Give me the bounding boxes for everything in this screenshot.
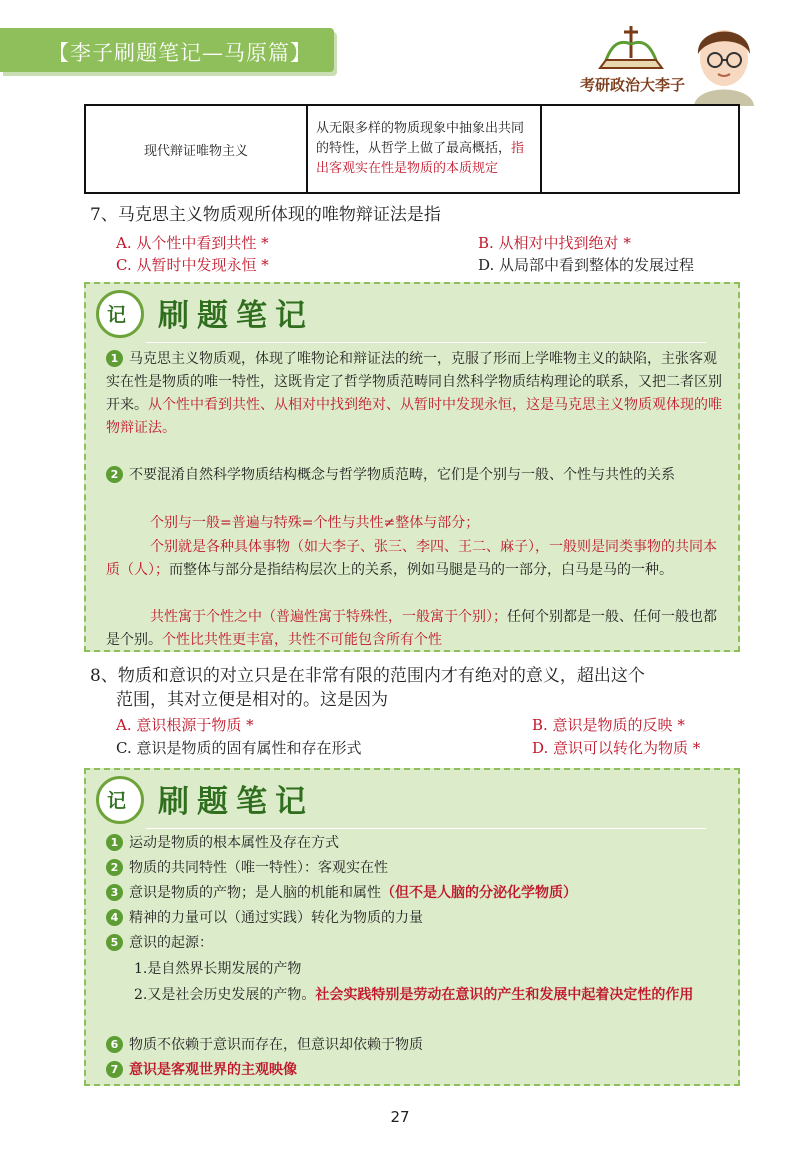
title-banner: [0, 28, 334, 72]
logo-text: 考研政治大李子: [580, 76, 686, 94]
note2-item-2: 2 物质的共同特性（唯一特性）：客观实在性: [106, 857, 726, 880]
banner-title: 【李子刷题笔记—马原篇】: [48, 41, 312, 65]
q8-option-c: C. 意识是物质的固有属性和存在形式: [116, 739, 362, 757]
table-cell-description: 从无限多样的物质现象中抽象出共同的特性，从哲学上做了最高概括，指出客观实在性是物质的本质规定: [307, 105, 541, 193]
q7-option-d: D. 从局部中看到整体的发展过程: [478, 256, 695, 274]
note-title: 刷题笔记: [158, 298, 314, 334]
q8-option-a: A. 意识根源于物质 *: [116, 716, 254, 734]
note2-item-4: 4 精神的力量可以（通过实践）转化为物质的力量: [106, 907, 726, 930]
note2-item-5-sub1: 1.是自然界长期发展的产物: [134, 961, 302, 977]
note-badge-icon: 记: [96, 776, 144, 824]
q8-option-b: B. 意识是物质的反映 *: [532, 716, 685, 734]
table-cell-empty: [541, 105, 739, 193]
note2-item-6: 6 物质不依赖于意识而存在，但意识却依赖于物质: [106, 1034, 726, 1057]
table-cell-name: 现代辩证唯物主义: [85, 105, 307, 193]
question-8-stem-line1: 8、物质和意识的对立只是在非常有限的范围内才有绝对的意义，超出这个: [90, 666, 645, 686]
note1-item-2: 2 不要混淆自然科学物质结构概念与哲学物质范畴，它们是个别与一般、个性与共性的关系: [106, 464, 726, 487]
note2-item-3: 3 意识是物质的产物；是人脑的机能和属性（但不是人脑的分泌化学物质）: [106, 882, 726, 905]
note-badge-icon: 记: [96, 290, 144, 338]
note2-item-5: 5 意识的起源：: [106, 932, 726, 955]
divider: [146, 342, 706, 343]
note-box-1: [84, 282, 740, 652]
question-8-stem-line2: 范围，其对立便是相对的。这是因为: [116, 690, 388, 710]
note2-item-1: 1 运动是物质的根本属性及存在方式: [106, 832, 726, 855]
q7-option-b: B. 从相对中找到绝对 *: [478, 234, 631, 252]
q7-option-a: A. 从个性中看到共性 *: [116, 234, 269, 252]
material-view-table: [84, 104, 740, 194]
note1-item-2-detail: 个别就是各种具体事物（如大李子、张三、李四、王二、麻子），一般则是同类事物的共同本质（人）；而整体与部分是指结构层次上的关系，例如马腿是马的一部分，白马是马的一种。: [106, 539, 717, 578]
avatar: [678, 14, 770, 106]
note-title: 刷题笔记: [158, 784, 314, 820]
q7-option-c: C. 从暂时中发现永恒 *: [116, 256, 269, 274]
divider: [146, 828, 706, 829]
q8-option-d: D. 意识可以转化为物质 *: [532, 739, 701, 757]
note1-item-2-formula: 个别与一般=普遍与特殊=个性与共性≠整体与部分；: [150, 515, 480, 531]
note2-item-7: 7 意识是客观世界的主观映像: [106, 1059, 726, 1082]
note2-item-5-sub2: 2.又是社会历史发展的产物。社会实践特别是劳动在意识的产生和发展中起着决定性的作用: [134, 987, 694, 1003]
page-number: 27: [390, 1108, 410, 1126]
question-7-stem: 7、马克思主义物质观所体现的唯物辩证法是指: [90, 205, 441, 225]
note1-item-2-commonality: 共性寓于个性之中（普遍性寓于特殊性，一般寓于个别）；任何个别都是一般、任何一般也都是个别。个性比共性更丰富，共性不可能包含所有个性: [106, 609, 717, 648]
note-box-2: [84, 768, 740, 1086]
note1-item-1: 1 马克思主义物质观，体现了唯物论和辩证法的统一，克服了形而上学唯物主义的缺陷，主张客观实在性是物质的唯一特性，这既肯定了哲学物质范畴同自然科学物质结构理论的联系，又把二者区别开来。从个性中看到共性、从相对中找到绝对、从暂时中发现永恒，这是马克思主义物质观体现的唯物辩证法。: [106, 351, 722, 436]
